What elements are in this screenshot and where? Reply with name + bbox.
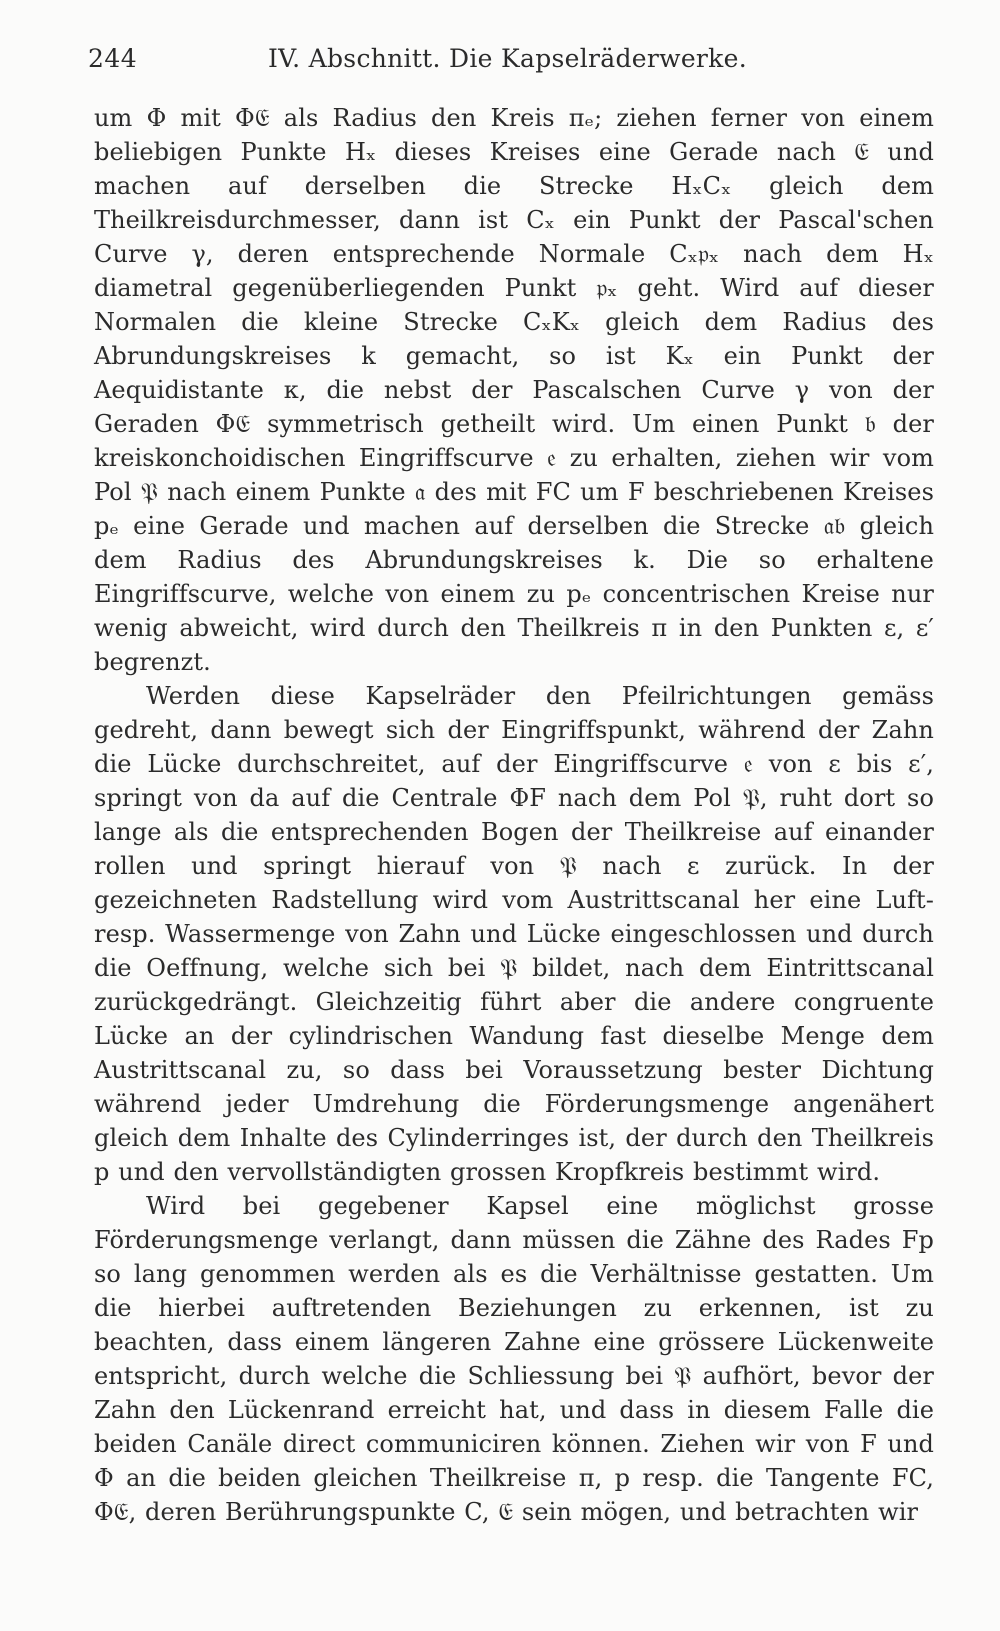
body-text	[94, 101, 934, 1529]
paragraph-3: Wird bei gegebener Kapsel eine möglichst grosse Förderungsmenge verlangt, dann müssen die Zähne des Rades Fp so lang genommen werden als es die Verhältnisse gestatten. Um die hierbei auftretenden Beziehungen zu erkennen, ist zu beachten, dass einem längeren Zahne eine grössere Lückenweite entspricht, durch welche die Schliessung bei 𝔓 aufhört, bevor der Zahn den Lückenrand erreicht hat, und dass in diesem Falle die beiden Canäle direct communiciren können. Ziehen wir von F und Φ an die beiden gleichen Theilkreise π, p resp. die Tangente FC, Φ𝔈, deren Berührungspunkte C, 𝔈 sein mögen, und betrachten wir	[94, 1192, 934, 1526]
page-header	[88, 44, 948, 80]
paragraph-2: Werden diese Kapselräder den Pfeilrichtungen gemäss gedreht, dann bewegt sich der Eingriffspunkt, während der Zahn die Lücke durchschreitet, auf der Eingriffscurve 𝔢 von ε bis ε′, springt von da auf die Centrale ΦF nach dem Pol 𝔓, ruht dort so lange als die entsprechenden Bogen der Theilkreise auf einander rollen und springt hierauf von 𝔓 nach ε zurück. In der gezeichneten Radstellung wird vom Austrittscanal her eine Luft- resp. Wassermenge von Zahn und Lücke eingeschlossen und durch die Oeffnung, welche sich bei 𝔓 bildet, nach dem Eintrittscanal zurückgedrängt. Gleichzeitig führt aber die andere congruente Lücke an der cylindrischen Wandung fast dieselbe Menge dem Austrittscanal zu, so dass bei Voraussetzung bester Dichtung während jeder Umdrehung die Förderungsmenge angenähert gleich dem Inhalte des Cylinderringes ist, der durch den Theilkreis p und den vervollständigten grossen Kropfkreis bestimmt wird.	[94, 682, 934, 1186]
running-head: IV. Abschnitt. Die Kapselräderwerke.	[268, 44, 747, 73]
page-number: 244	[88, 44, 138, 73]
paragraph-1: um Φ mit Φ𝔈 als Radius den Kreis πₑ; ziehen ferner von einem beliebigen Punkte Hₓ dieses Kreises eine Gerade nach 𝔈 und machen auf derselben die Strecke HₓCₓ gleich dem Theilkreisdurchmesser, dann ist Cₓ ein Punkt der Pascal'schen Curve γ, deren entsprechende Normale Cₓ𝔭ₓ nach dem Hₓ diametral gegenüberliegenden Punkt 𝔭ₓ geht. Wird auf dieser Normalen die kleine Strecke CₓKₓ gleich dem Radius des Abrundungskreises k gemacht, so ist Kₓ ein Punkt der Aequidistante κ, die nebst der Pascalschen Curve γ von der Geraden Φ𝔈 symmetrisch getheilt wird. Um einen Punkt 𝔟 der kreiskonchoidischen Eingriffscurve 𝔢 zu erhalten, ziehen wir vom Pol 𝔓 nach einem Punkte 𝔞 des mit FC um F beschriebenen Kreises pₑ eine Gerade und machen auf derselben die Strecke 𝔞𝔟 gleich dem Radius des Abrundungskreises k. Die so erhaltene Eingriffscurve, welche von einem zu pₑ concentrischen Kreise nur wenig abweicht, wird durch den Theilkreis π in den Punkten ε, ε′ begrenzt.	[94, 104, 934, 676]
